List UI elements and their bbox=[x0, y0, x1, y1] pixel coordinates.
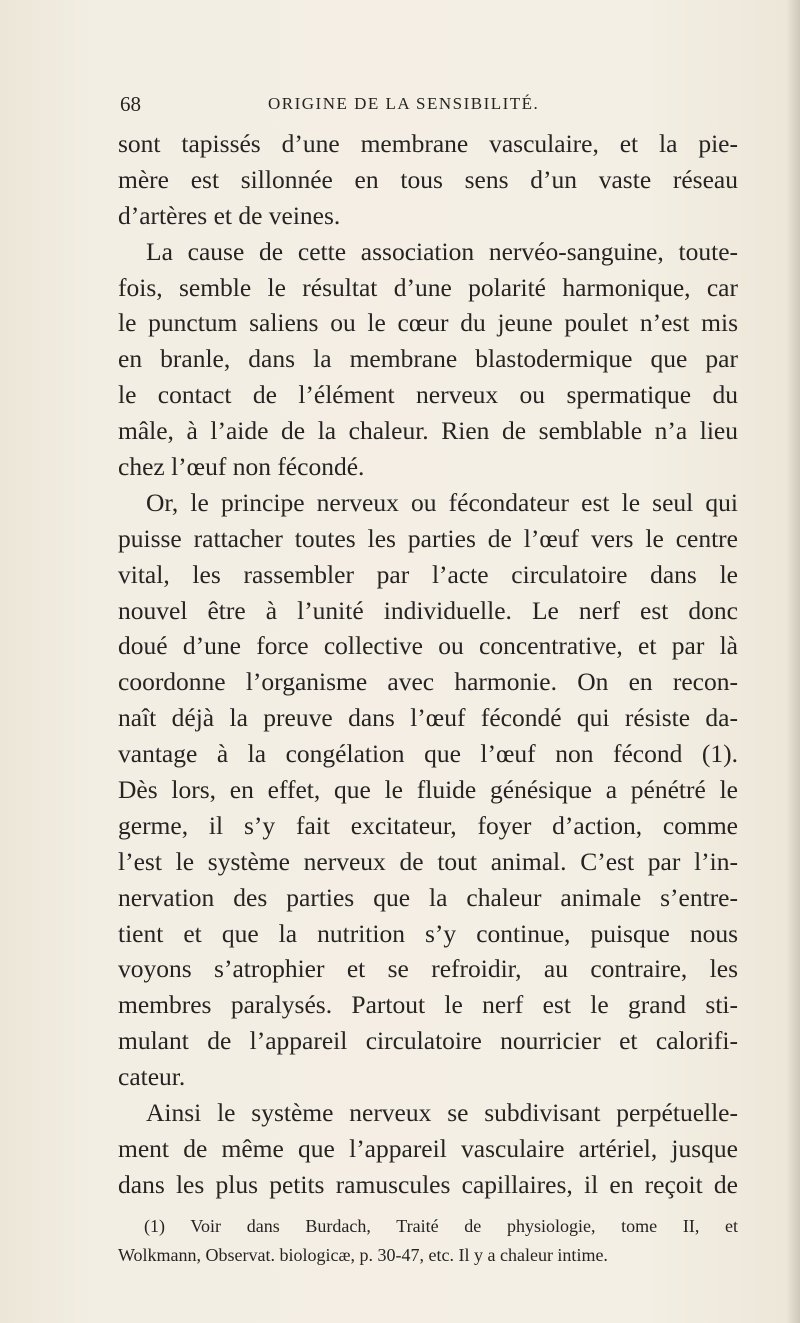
text-line: La cause de cette association nervéo-sanguine, toute- bbox=[146, 236, 738, 266]
footnote-line: (1) Voir dans Burdach, Traité de physiologie, tome II, et bbox=[144, 1216, 738, 1236]
text-line: ment de même que l’appareil vasculaire artériel, jusque bbox=[118, 1133, 738, 1163]
text-line: le contact de l’élément nerveux ou spermatique du bbox=[118, 380, 738, 410]
text-line: Or, le principe nerveux ou fécondateur est le seul qui bbox=[146, 487, 738, 517]
text-line: vital, les rassembler par l’acte circulatoire dans le bbox=[118, 559, 738, 589]
text-line: sont tapissés d’une membrane vasculaire, et la pie- bbox=[118, 129, 738, 158]
text-line: fois, semble le résultat d’une polarité harmonique, car bbox=[118, 272, 738, 302]
body-text bbox=[118, 126, 738, 1203]
text-line: puisse rattacher toutes les parties de l’œuf vers le centre bbox=[118, 523, 738, 553]
text-line: l’est le système nerveux de tout animal. C’est par l’in- bbox=[118, 846, 738, 876]
text-line: naît déjà la preuve dans l’œuf fécondé qui résiste da- bbox=[118, 703, 738, 733]
text-line: Dès lors, en effet, que le fluide génésique a pénétré le bbox=[118, 775, 738, 805]
text-line: nouvel être à l’unité individuelle. Le nerf est donc bbox=[118, 595, 738, 625]
footnote bbox=[118, 1212, 738, 1270]
footnote-line: Wolkmann, Observat. biologicæ, p. 30-47, etc. Il y a chaleur intime. bbox=[118, 1245, 608, 1265]
text-line: nervation des parties que la chaleur animale s’entre- bbox=[118, 882, 738, 912]
text-line: mulant de l’appareil circulatoire nourricier et calorifi- bbox=[118, 1026, 738, 1056]
text-line: coordonne l’organisme avec harmonie. On en recon- bbox=[118, 667, 738, 697]
text-line: voyons s’atrophier et se refroidir, au contraire, les bbox=[118, 954, 738, 984]
page-edge-shadow bbox=[786, 0, 800, 1323]
text-line: en branle, dans la membrane blastodermique que par bbox=[118, 344, 738, 374]
text-line: membres paralysés. Partout le nerf est le grand sti- bbox=[118, 990, 738, 1020]
page-number: 68 bbox=[120, 92, 141, 116]
page-header-title: ORIGINE DE LA SENSIBILITÉ. bbox=[268, 94, 540, 113]
text-line: cateur. bbox=[118, 1062, 186, 1092]
text-line: Ainsi le système nerveux se subdivisant perpétuelle- bbox=[146, 1098, 738, 1128]
running-head bbox=[120, 92, 738, 122]
text-line: germe, il s’y fait excitateur, foyer d’action, comme bbox=[118, 810, 738, 840]
text-line: d’artères et de veines. bbox=[118, 200, 341, 230]
text-line: dans les plus petits ramuscules capillaires, il en reçoit de bbox=[118, 1169, 738, 1199]
text-line: chez l’œuf non fécondé. bbox=[118, 452, 365, 482]
text-line: le punctum saliens ou le cœur du jeune poulet n’est mis bbox=[118, 308, 738, 338]
text-line: tient et que la nutrition s’y continue, puisque nous bbox=[118, 918, 738, 948]
text-line: mère est sillonnée en tous sens d’un vaste réseau bbox=[118, 164, 738, 194]
text-line: mâle, à l’aide de la chaleur. Rien de semblable n’a lieu bbox=[118, 416, 738, 446]
text-line: doué d’une force collective ou concentrative, et par là bbox=[118, 631, 738, 661]
text-line: vantage à la congélation que l’œuf non fécond (1). bbox=[118, 739, 738, 769]
